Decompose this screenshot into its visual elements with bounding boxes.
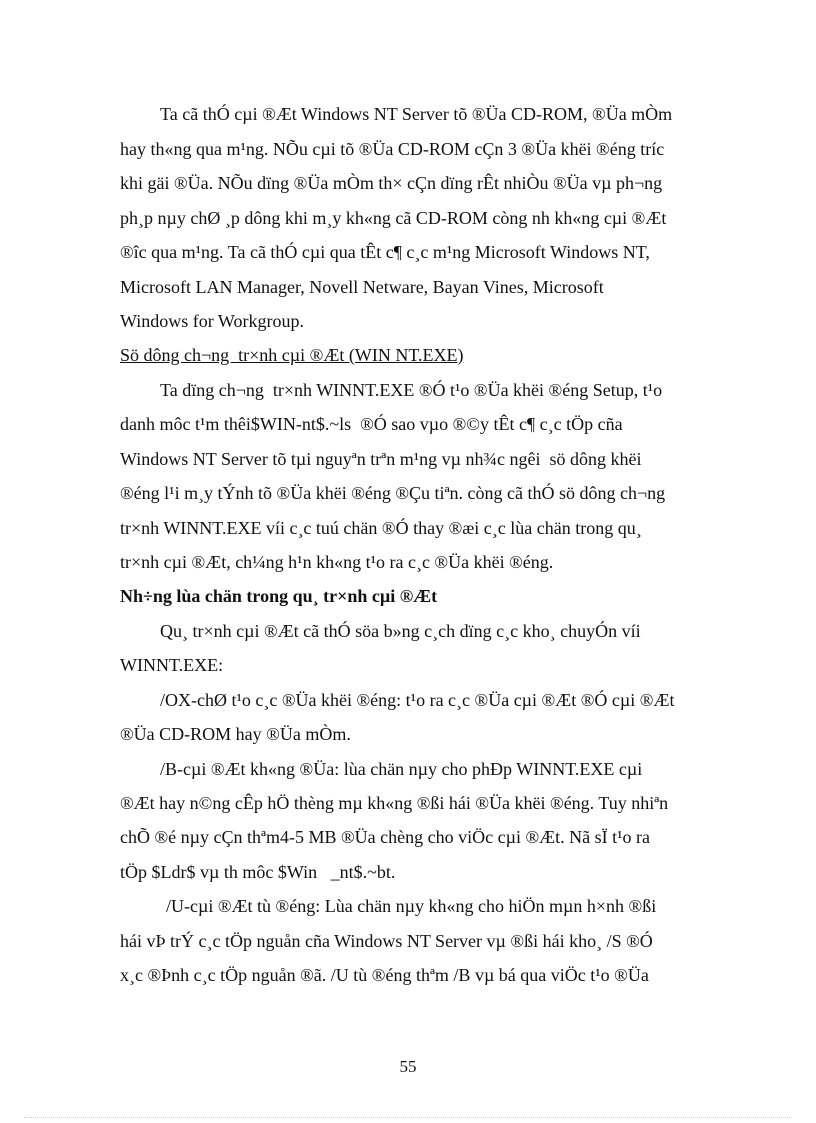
paragraph-1-line-7: Windows for Workgroup. [120,311,304,331]
paragraph-5-line-1: /B-cµi ®Æt kh«ng ®Üa: lùa chän nµy cho phÐp WINNT.EXE cµi [160,759,643,779]
paragraph-1-line-6: Microsoft LAN Manager, Novell Netware, Bayan Vines, Microsoft [120,277,604,297]
paragraph-6-line-2: hái vÞ trÝ c¸c tÖp nguån cña Windows NT Server vµ ®ßi hái kho¸ /S ®Ó [120,931,653,951]
paragraph-1-line-2: hay th«ng qua m¹ng. NÕu cµi tõ ®Üa CD-ROM cÇn 3 ®Üa khëi ®éng tríc [120,139,665,159]
paragraph-2-line-1: Ta dïng ch¬ng tr×nh WINNT.EXE ®Ó t¹o ®Üa khëi ®éng Setup, t¹o [160,380,663,400]
section-heading-1: Sö dông ch¬ng tr×nh cµi ®Æt (WIN NT.EXE) [120,345,464,365]
paragraph-2-line-5: tr×nh WINNT.EXE víi c¸c tuú chän ®Ó thay ®æi c¸c lùa chän trong qu¸ [120,518,642,538]
paragraph-3-line-2: WINNT.EXE: [120,655,224,675]
section-heading-2: Nh÷ng lùa chän trong qu¸ tr×nh cµi ®Æt [120,586,438,606]
paragraph-2-line-6: tr×nh cµi ®Æt, ch¼ng h¹n kh«ng t¹o ra c¸c ®Üa khëi ®éng. [120,552,554,572]
paragraph-3-line-1: Qu¸ tr×nh cµi ®Æt cã thÓ söa b»ng c¸ch dïng c¸c kho¸ chuyÓn víi [160,621,641,641]
paragraph-2-line-2: danh môc t¹m thêi$WIN-nt$.~ls ®Ó sao vµo ®©y tÊt c¶ c¸c tÖp cña [120,414,623,434]
paragraph-5-line-2: ®Æt hay n©ng cÊp hÖ thèng mµ kh«ng ®ßi hái ®Üa khëi ®éng. Tuy nhiªn [120,793,669,813]
paragraph-5-line-3: chÕ ®é nµy cÇn thªm4-5 MB ®Üa chèng cho viÖc cµi ®Æt. Nã sÏ t¹o ra [120,827,651,847]
paragraph-2-line-4: ®éng l¹i m¸y tÝnh tõ ®Üa khëi ®éng ®Çu tiªn. còng cã thÓ sö dông ch¬ng [120,483,666,503]
paragraph-5-line-4: tÖp $Ldr$ vµ th môc $Win _nt$.~bt. [120,862,396,882]
paragraph-1-line-5: ®îc qua m¹ng. Ta cã thÓ cµi qua tÊt c¶ c¸c m¹ng Microsoft Windows NT, [120,242,650,262]
paragraph-6-line-3: x¸c ®Þnh c¸c tÖp nguån ®ã. /U tù ®éng thªm /B vµ bá qua viÖc t¹o ®Üa [120,965,649,985]
page-number: 55 [399,1057,417,1076]
paragraph-1-line-1: Ta cã thÓ cµi ®Æt Windows NT Server tõ ®Üa CD-ROM, ®Üa mÒm [160,104,673,124]
paragraph-4-line-1: /OX-chØ t¹o c¸c ®Üa khëi ®éng: t¹o ra c¸c ®Üa cµi ®Æt ®Ó cµi ®Æt [160,690,675,710]
paragraph-2-line-3: Windows NT Server tõ tµi nguyªn trªn m¹ng vµ nh¾c ngêi sö dông khëi [120,449,642,469]
paragraph-1-line-3: khi gäi ®Üa. NÕu dïng ®Üa mÒm th× cÇn dïng rÊt nhiÒu ®Üa vµ ph¬ng [120,173,663,193]
paragraph-6-line-1: /U-cµi ®Æt tù ®éng: Lùa chän nµy kh«ng cho hiÖn mµn h×nh ®ßi [166,896,657,916]
paragraph-4-line-2: ®Üa CD-ROM hay ®Üa mÒm. [120,724,351,744]
page-bottom-divider [24,1117,792,1118]
paragraph-1-line-4: ph¸p nµy chØ ¸p dông khi m¸y kh«ng cã CD-ROM còng nh kh«ng cµi ®Æt [120,208,667,228]
